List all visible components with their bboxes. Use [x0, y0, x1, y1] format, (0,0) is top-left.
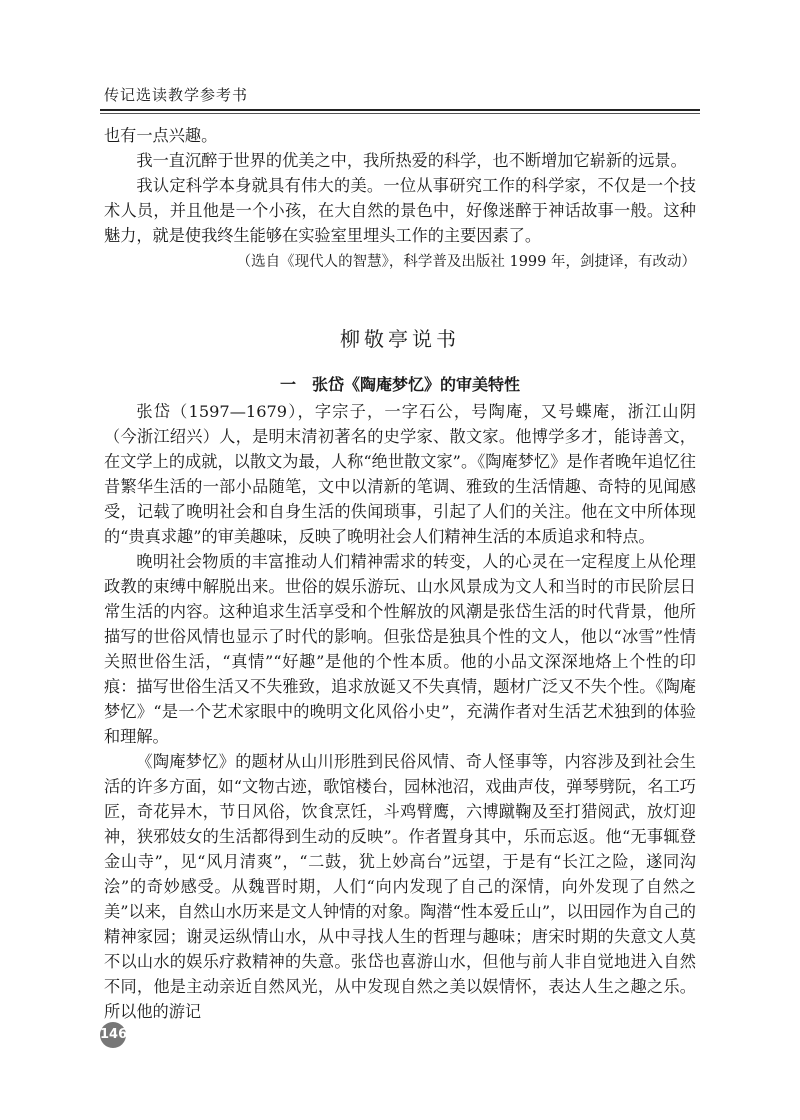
- paragraph: 晚明社会物质的丰富推动人们精神需求的转变，人的心灵在一定程度上从伦理政教的束缚中解脱出来。世俗的娱乐游玩、山水风景成为文人和当时的市民阶层日常生活的内容。这种追求生活享受和个性解放的风潮是张岱生活的时代背景，他所描写的世俗风情也显示了时代的影响。但张岱是独具个性的文人，他以“冰雪”性情关照世俗生活，“真情”“好趣”是他的个性本质。他的小品文深深地烙上个性的印痕：描写世俗生活又不失雅致，追求放诞又不失真情，题材广泛又不失个性。《陶庵梦忆》“是一个艺术家眼中的晚明文化风俗小史”，充满作者对生活艺术独到的体验和理解。: [104, 552, 696, 746]
- paragraph: 我一直沉醉于世界的优美之中，我所热爱的科学，也不断增加它崭新的远景。: [136, 151, 687, 170]
- paragraph: 也有一点兴趣。: [104, 126, 218, 145]
- paragraph: 张岱（1597—1679），字宗子，一字石公，号陶庵，又号蝶庵，浙江山阴（今浙江绍兴）人，是明末清初著名的史学家、散文家。他博学多才，能诗善文，在文学上的成就，以散文为最，人称“绝世散文家”。《陶庵梦忆》是作者晚年追忆往昔繁华生活的一部小品随笔，文中以清新的笔调、雅致的生活情趣、奇特的见闻感受，记载了晚明社会和自身生活的佚闻琐事，引起了人们的关注。他在文中所体现的“贵真求趣”的审美趣味，反映了晚明社会人们精神生活的本质追求和特点。: [104, 402, 696, 546]
- source-citation: （选自《现代人的智慧》，科学普及出版社 1999 年，剑捷译，有改动）: [236, 254, 696, 270]
- section-heading: 一 张岱《陶庵梦忆》的审美特性: [279, 375, 520, 394]
- paragraph: 我认定科学本身就具有伟大的美。一位从事研究工作的科学家，不仅是一个技术人员，并且他是一个小孩，在大自然的景色中，好像迷醉于神话故事一般。这种魅力，就是使我终生能够在实验室里埋头工作的主要因素了。: [104, 176, 696, 245]
- header-rule: [100, 109, 700, 111]
- running-header: 传记选读教学参考书: [104, 86, 249, 104]
- page-body: [104, 123, 696, 1024]
- article-title: 柳敬亭说书: [340, 327, 460, 351]
- header-rule-thin: [100, 113, 700, 114]
- paragraph: 《陶庵梦忆》的题材从山川形胜到民俗风情、奇人怪事等，内容涉及到社会生活的许多方面，如“文物古迹，歌馆楼台，园林池沼，戏曲声伎，弹琴劈阮，名工巧匠，奇花异木，节日风俗，饮食烹饪，斗鸡臂鹰，六博蹴鞠及至打猎阅武，放灯迎神，狭邪妓女的生活都得到生动的反映”。作者置身其中，乐而忘返。他“无事辄登金山寺”，见“风月清爽”，“二鼓，犹上妙高台”远望，于是有“长江之险，遂同沟浍”的奇妙感受。从魏晋时期，人们“向内发现了自己的深情，向外发现了自然之美”以来，自然山水历来是文人钟情的对象。陶潜“性本爱丘山”，以田园作为自己的精神家园；谢灵运纵情山水，从中寻找人生的哲理与趣味；唐宋时期的失意文人莫不以山水的娱乐疗救精神的失意。张岱也喜游山水，但他与前人非自觉地进入自然不同，他是主动亲近自然风光，从中发现自然之美以娱情怀，表达人生之趣之乐。所以他的游记: [104, 752, 696, 1021]
- page-number: 146: [100, 1022, 126, 1048]
